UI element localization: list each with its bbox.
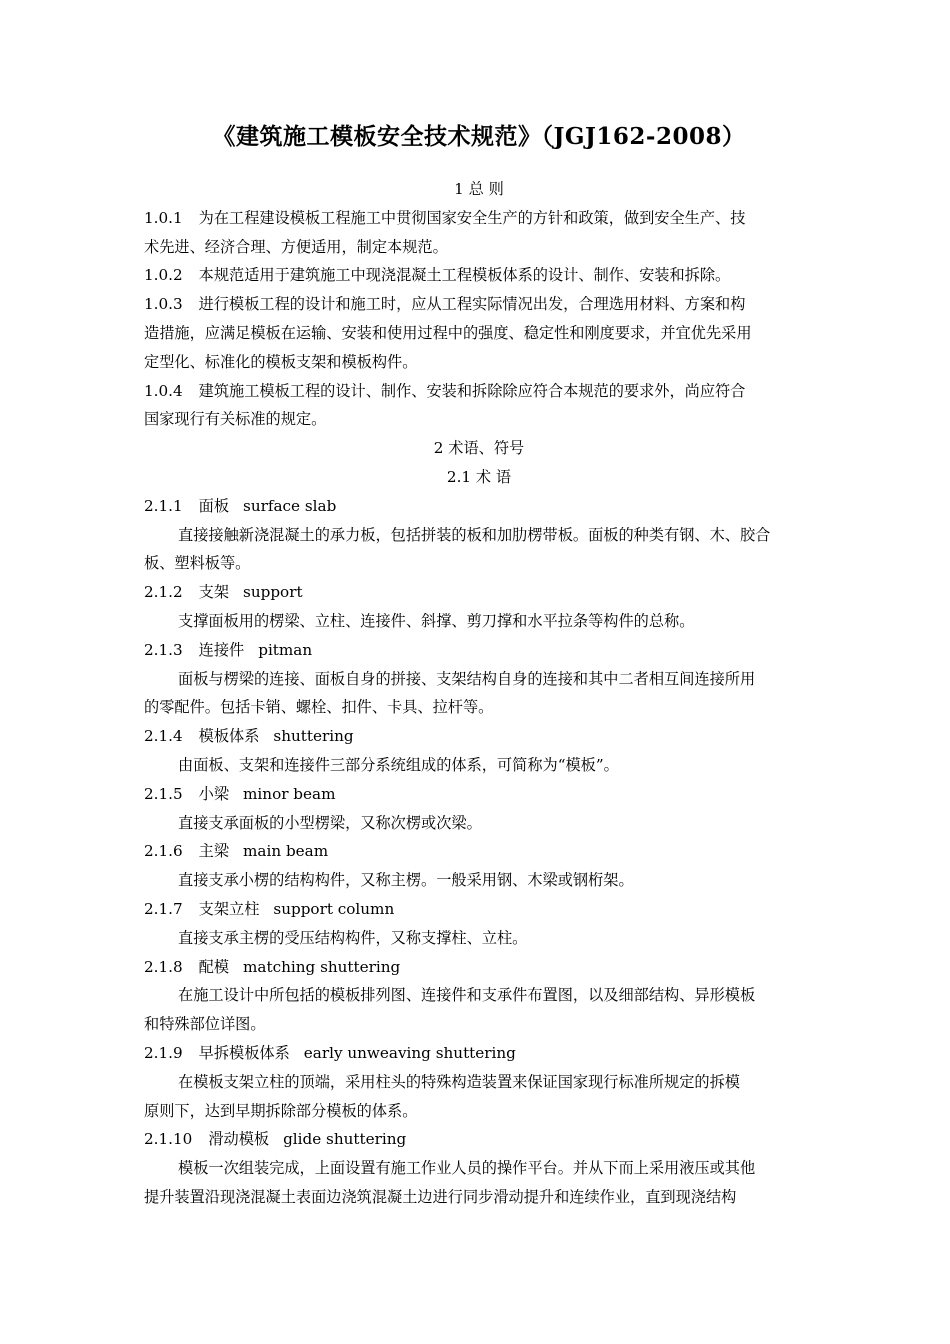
clause-continuation-line: 术先进、经济合理、方便适用，制定本规范。 xyxy=(144,237,448,256)
term-number: 2.1.8 xyxy=(144,957,183,976)
term-heading xyxy=(144,837,814,866)
term-heading xyxy=(144,578,814,607)
term-chinese: 模板体系 xyxy=(198,727,260,746)
clause-continuation-line: 国家现行有关标准的规定。 xyxy=(144,410,327,429)
term-heading xyxy=(144,953,814,982)
term-definition-continuation: 提升装置沿现浇混凝土表面边浇筑混凝土边进行同步滑动提升和连续作业，直到现浇结构 xyxy=(144,1187,737,1206)
document-title: 《建筑施工模板安全技术规范》（JGJ162-2008） xyxy=(212,123,746,150)
term-number: 2.1.3 xyxy=(144,640,183,659)
term-definition-line: 支撑面板用的楞梁、立柱、连接件、斜撑、剪刀撑和水平拉条等构件的总称。 xyxy=(178,611,695,630)
term-definition-line: 由面板、支架和连接件三部分系统组成的体系，可简称为“模板”。 xyxy=(178,755,619,774)
term-heading xyxy=(144,1039,814,1068)
clause-number: 1.0.3 xyxy=(144,295,183,314)
term-definition-line: 直接接触新浇混凝土的承力板，包括拼装的板和加肋楞带板。面板的种类有钢、木、胶合 xyxy=(178,525,771,544)
term-definition-line: 在施工设计中所包括的模板排列图、连接件和支承件布置图，以及细部结构、异形模板 xyxy=(178,986,756,1005)
term-english: early unweaving shuttering xyxy=(303,1043,516,1062)
term-chinese: 滑动模板 xyxy=(208,1130,270,1149)
clause-first-line xyxy=(144,377,814,406)
term-english: glide shuttering xyxy=(283,1130,407,1149)
term-chinese: 连接件 xyxy=(198,640,245,659)
term-heading xyxy=(144,1125,814,1154)
term-number: 2.1.10 xyxy=(144,1130,193,1149)
clause-continuation-line: 造措施，应满足模板在运输、安装和使用过程中的强度、稳定性和刚度要求，并宜优先采用 xyxy=(144,323,752,342)
term-definition-line: 直接支承面板的小型楞梁，又称次楞或次梁。 xyxy=(178,813,482,832)
terms-list xyxy=(144,492,814,1212)
term-english: main beam xyxy=(243,842,329,861)
term-chinese: 面板 xyxy=(198,496,230,515)
term-number: 2.1.9 xyxy=(144,1043,183,1062)
term-heading xyxy=(144,636,814,665)
clause-number: 1.0.4 xyxy=(144,381,183,400)
chapter-2-heading: 2 术语、符号 xyxy=(433,439,525,458)
term-definition-continuation: 板、塑料板等。 xyxy=(144,554,251,573)
document-page xyxy=(144,118,814,1212)
term-heading xyxy=(144,492,814,521)
term-english: support column xyxy=(273,899,395,918)
term-definition-line: 模板一次组装完成，上面设置有施工作业人员的操作平台。并从下而上采用液压或其他 xyxy=(178,1159,756,1178)
term-number: 2.1.4 xyxy=(144,727,183,746)
term-number: 2.1.2 xyxy=(144,583,183,602)
term-definition-continuation: 的零配件。包括卡销、螺栓、扣件、卡具、拉杆等。 xyxy=(144,698,494,717)
term-definition-continuation: 和特殊部位详图。 xyxy=(144,1015,266,1034)
clause-text: 建筑施工模板工程的设计、制作、安装和拆除除应符合本规范的要求外，尚应符合 xyxy=(198,381,746,400)
clause-first-line xyxy=(144,261,814,290)
term-english: pitman xyxy=(258,640,313,659)
clause-number: 1.0.1 xyxy=(144,208,183,227)
term-chinese: 支架立柱 xyxy=(198,899,260,918)
chapter-1-heading: 1 总 则 xyxy=(454,180,504,198)
term-chinese: 配模 xyxy=(198,957,230,976)
term-english: support xyxy=(243,583,303,602)
term-chinese: 小梁 xyxy=(198,784,230,803)
term-english: minor beam xyxy=(243,784,336,803)
term-heading xyxy=(144,780,814,809)
term-chinese: 主梁 xyxy=(198,842,230,861)
term-english: shuttering xyxy=(273,727,354,746)
term-number: 2.1.1 xyxy=(144,496,183,515)
term-definition-line: 直接支承主楞的受压结构构件，又称支撑柱、立柱。 xyxy=(178,928,528,947)
clause-text: 进行模板工程的设计和施工时，应从工程实际情况出发，合理选用材料、方案和构 xyxy=(198,295,746,314)
clause-first-line xyxy=(144,290,814,319)
term-number: 2.1.6 xyxy=(144,842,183,861)
term-definition-line: 在模板支架立柱的顶端，采用柱头的特殊构造装置来保证国家现行标准所规定的拆模 xyxy=(178,1072,740,1091)
term-heading xyxy=(144,722,814,751)
term-number: 2.1.5 xyxy=(144,784,183,803)
clause-continuation-line: 定型化、标准化的模板支架和模板构件。 xyxy=(144,352,418,371)
clause-text: 为在工程建设模板工程施工中贯彻国家安全生产的方针和政策，做到安全生产、技 xyxy=(198,208,746,227)
term-definition-line: 面板与楞梁的连接、面板自身的拼接、支架结构自身的连接和其中二者相互间连接所用 xyxy=(178,669,756,688)
term-english: surface slab xyxy=(243,496,337,515)
term-english: matching shuttering xyxy=(243,957,401,976)
clause-first-line xyxy=(144,204,814,233)
term-chinese: 早拆模板体系 xyxy=(198,1043,290,1062)
clause-number: 1.0.2 xyxy=(144,266,183,285)
term-definition-line: 直接支承小楞的结构构件，又称主楞。一般采用钢、木梁或钢桁架。 xyxy=(178,871,634,890)
term-chinese: 支架 xyxy=(198,583,230,602)
section-2-1-heading: 2.1 术 语 xyxy=(446,467,512,486)
term-number: 2.1.7 xyxy=(144,899,183,918)
term-definition-continuation: 原则下，达到早期拆除部分模板的体系。 xyxy=(144,1101,418,1120)
chapter-1-body xyxy=(144,204,814,434)
term-heading xyxy=(144,895,814,924)
clause-text: 本规范适用于建筑施工中现浇混凝土工程模板体系的设计、制作、安装和拆除。 xyxy=(198,266,731,285)
